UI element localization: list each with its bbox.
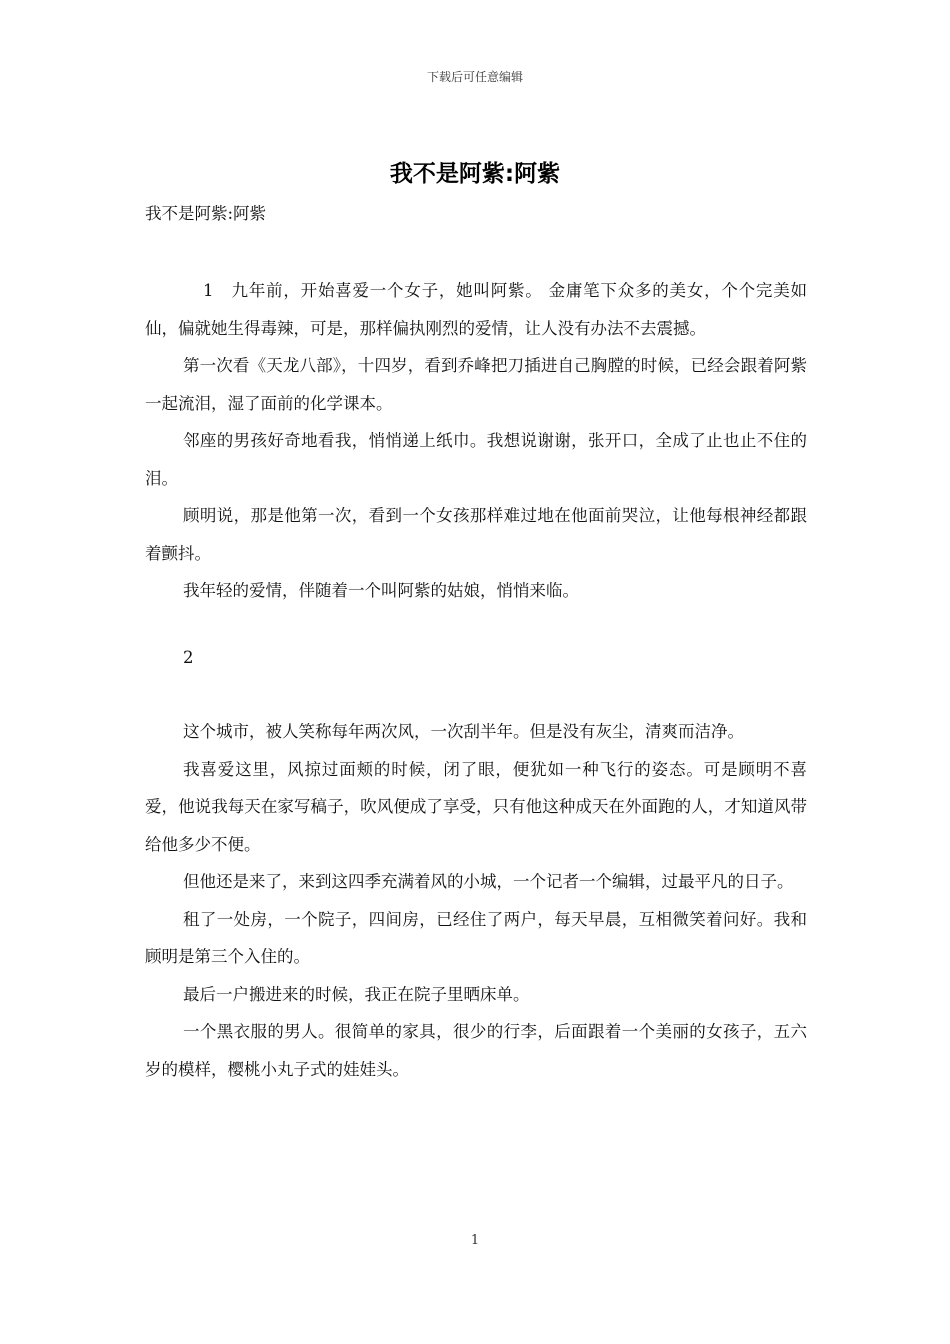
paragraph: 我喜爱这里，风掠过面颊的时候，闭了眼，便犹如一种飞行的姿态。可是顾明不喜爱，他说我每天在家写稿子，吹风便成了享受，只有他这种成天在外面跑的人，才知道风带给他多少不便。 (145, 759, 807, 854)
paragraph: 第一次看《天龙八部》，十四岁，看到乔峰把刀插进自己胸膛的时候，已经会跟着阿紫一起流泪，湿了面前的化学课本。 (145, 356, 807, 413)
document-subtitle: 我不是阿紫:阿紫 (145, 204, 267, 223)
paragraph: 租了一处房，一个院子，四间房，已经住了两户，每天早晨，互相微笑着问好。我和顾明是第三个入住的。 (145, 909, 807, 966)
section-number: 2 (183, 647, 194, 667)
paragraph: 一个黑衣服的男人。很简单的家具，很少的行李，后面跟着一个美丽的女孩子，五六岁的模样，樱桃小丸子式的娃娃头。 (145, 1022, 807, 1079)
page-number: 1 (470, 1233, 480, 1248)
paragraph: 这个城市，被人笑称每年两次风，一次刮半年。但是没有灰尘，清爽而洁净。 (183, 722, 744, 741)
paragraph: 顾明说，那是他第一次，看到一个女孩那样难过地在他面前哭泣，让他每根神经都跟着颤抖。 (145, 506, 807, 563)
header-note: 下载后可任意编辑 (426, 70, 523, 84)
paragraph: 最后一户搬进来的时候，我正在院子里晒床单。 (183, 984, 530, 1004)
paragraph: 1 九年前，开始喜爱一个女子，她叫阿紫。 金庸笔下众多的美女，个个完美如仙，偏就她生得毒辣，可是，那样偏执刚烈的爱情，让人没有办法不去震撼。 (145, 281, 807, 338)
paragraph: 但他还是来了，来到这四季充满着风的小城，一个记者一个编辑，过最平凡的日子。 (183, 872, 794, 891)
paragraph: 邻座的男孩好奇地看我，悄悄递上纸巾。我想说谢谢，张开口，全成了止也止不住的泪。 (145, 431, 807, 488)
document-body (145, 272, 807, 1088)
document-title: 我不是阿紫:阿紫 (389, 161, 561, 187)
paragraph: 我年轻的爱情，伴随着一个叫阿紫的姑娘，悄悄来临。 (183, 581, 579, 600)
